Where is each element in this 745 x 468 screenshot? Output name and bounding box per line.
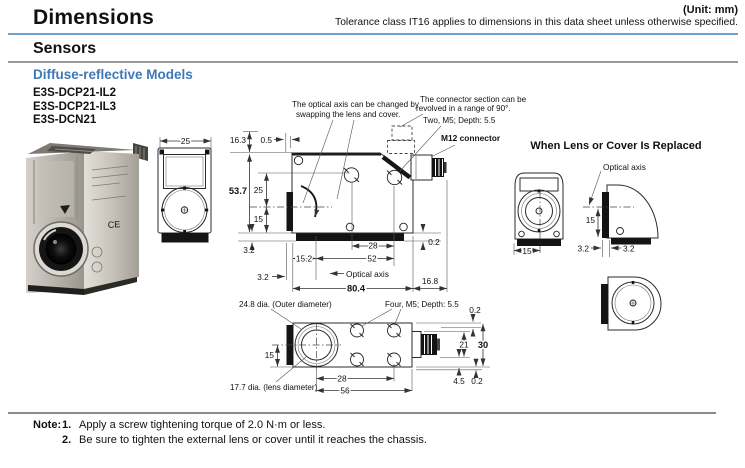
dim-25-left: 25 xyxy=(253,185,263,195)
dim-52: 52 xyxy=(367,253,377,264)
footnote-item-text: Be sure to tighten the external lens or cover until it reaches the chassis. xyxy=(79,433,427,446)
dim-rep-3-2-b: 3.2 xyxy=(623,243,635,254)
model-name: E3S-DCN21 xyxy=(33,114,97,127)
replaced-front-view xyxy=(514,173,563,256)
replaced-side-view xyxy=(577,162,658,257)
product-photo xyxy=(26,143,148,295)
tolerance-note: Tolerance class IT16 applies to dimensions in this data sheet unless otherwise specified. xyxy=(335,17,738,28)
dim-top-28: 28 xyxy=(337,373,347,384)
two-m5-label: Two, M5; Depth: 5.5 xyxy=(423,116,496,125)
lens-dia-label: 17.7 dia. (lens diameter) xyxy=(230,383,318,392)
dim-top-4-5: 4.5 xyxy=(453,376,465,386)
footnote-rule xyxy=(8,412,716,414)
dim-15-left: 15 xyxy=(253,214,263,224)
main-top-view xyxy=(230,300,490,396)
page-title: Dimensions xyxy=(33,6,155,29)
dim-15-2: 15.2 xyxy=(295,253,313,264)
dim-16-8: 16.8 xyxy=(421,276,439,286)
dim-top-0-2-top: 0.2 xyxy=(469,305,481,315)
m12-connector-label: M12 connector xyxy=(441,133,501,143)
footnote-item-text: Apply a screw tightening torque of 2.0 N·m or less. xyxy=(79,419,326,431)
photo-lens xyxy=(34,222,88,276)
connector-note-line2: revolved in a range of 90°. xyxy=(416,104,511,113)
four-m5-label: Four, M5; Depth: 5.5 xyxy=(385,300,459,309)
optical-axis-note-line2: swapping the lens and cover. xyxy=(296,110,401,119)
footnote-label: Note: xyxy=(33,419,62,431)
replaced-bottom-view xyxy=(601,277,661,330)
optical-axis-label: Optical axis xyxy=(346,269,389,279)
m12-connector-drawing xyxy=(411,155,447,180)
connector-note-line1: The connector section can be xyxy=(420,95,527,104)
models-heading: Diffuse-reflective Models xyxy=(33,67,193,82)
dim-top-56: 56 xyxy=(340,385,350,396)
model-name: E3S-DCP21-IL3 xyxy=(33,100,117,113)
dim-top-15: 15 xyxy=(264,350,274,360)
replaced-optical-axis-label: Optical axis xyxy=(603,162,646,172)
main-front-view xyxy=(158,136,211,243)
dim-rep-3-2-a: 3.2 xyxy=(577,243,589,254)
replaced-section xyxy=(514,140,702,330)
dim-top-21: 21 xyxy=(459,339,469,350)
footnote-item-number: 2. xyxy=(62,433,72,446)
dim-16-3: 16.3 xyxy=(229,135,246,145)
dim-front-width: 25 xyxy=(180,136,191,146)
main-side-view xyxy=(250,114,455,241)
dim-rep-15-side: 15 xyxy=(585,215,595,225)
dim-top-0-2-bottom: 0.2 xyxy=(471,376,483,386)
dim-0-2: 0.2 xyxy=(428,237,440,247)
dim-28: 28 xyxy=(368,240,378,251)
m12-connector-drawing xyxy=(412,332,440,358)
dim-53-7: 53.7 xyxy=(228,186,247,196)
unit-label: (Unit: mm) xyxy=(683,4,738,16)
revolved-connector-outline xyxy=(392,126,412,140)
dim-top-30: 30 xyxy=(477,340,489,350)
dim-80-4: 80.4 xyxy=(346,283,366,294)
footnote-item-number: 1. xyxy=(62,419,72,431)
photo-ce-mark: CE xyxy=(107,219,121,230)
section-title: Sensors xyxy=(33,40,97,57)
revolved-connector-outline xyxy=(388,141,415,154)
dim-3-2-bottom: 3.2 xyxy=(257,272,269,282)
footnote xyxy=(33,419,427,446)
dim-rep-15-front: 15 xyxy=(522,246,532,256)
dim-3-2-left: 3.2 xyxy=(243,245,255,255)
dim-0-5: 0.5 xyxy=(260,135,272,145)
outer-dia-label: 24.8 dia. (Outer diameter) xyxy=(239,300,332,309)
optical-axis-note-line1: The optical axis can be changed by xyxy=(292,100,419,109)
model-name: E3S-DCP21-IL2 xyxy=(33,87,117,99)
replaced-heading: When Lens or Cover Is Replaced xyxy=(530,140,702,152)
